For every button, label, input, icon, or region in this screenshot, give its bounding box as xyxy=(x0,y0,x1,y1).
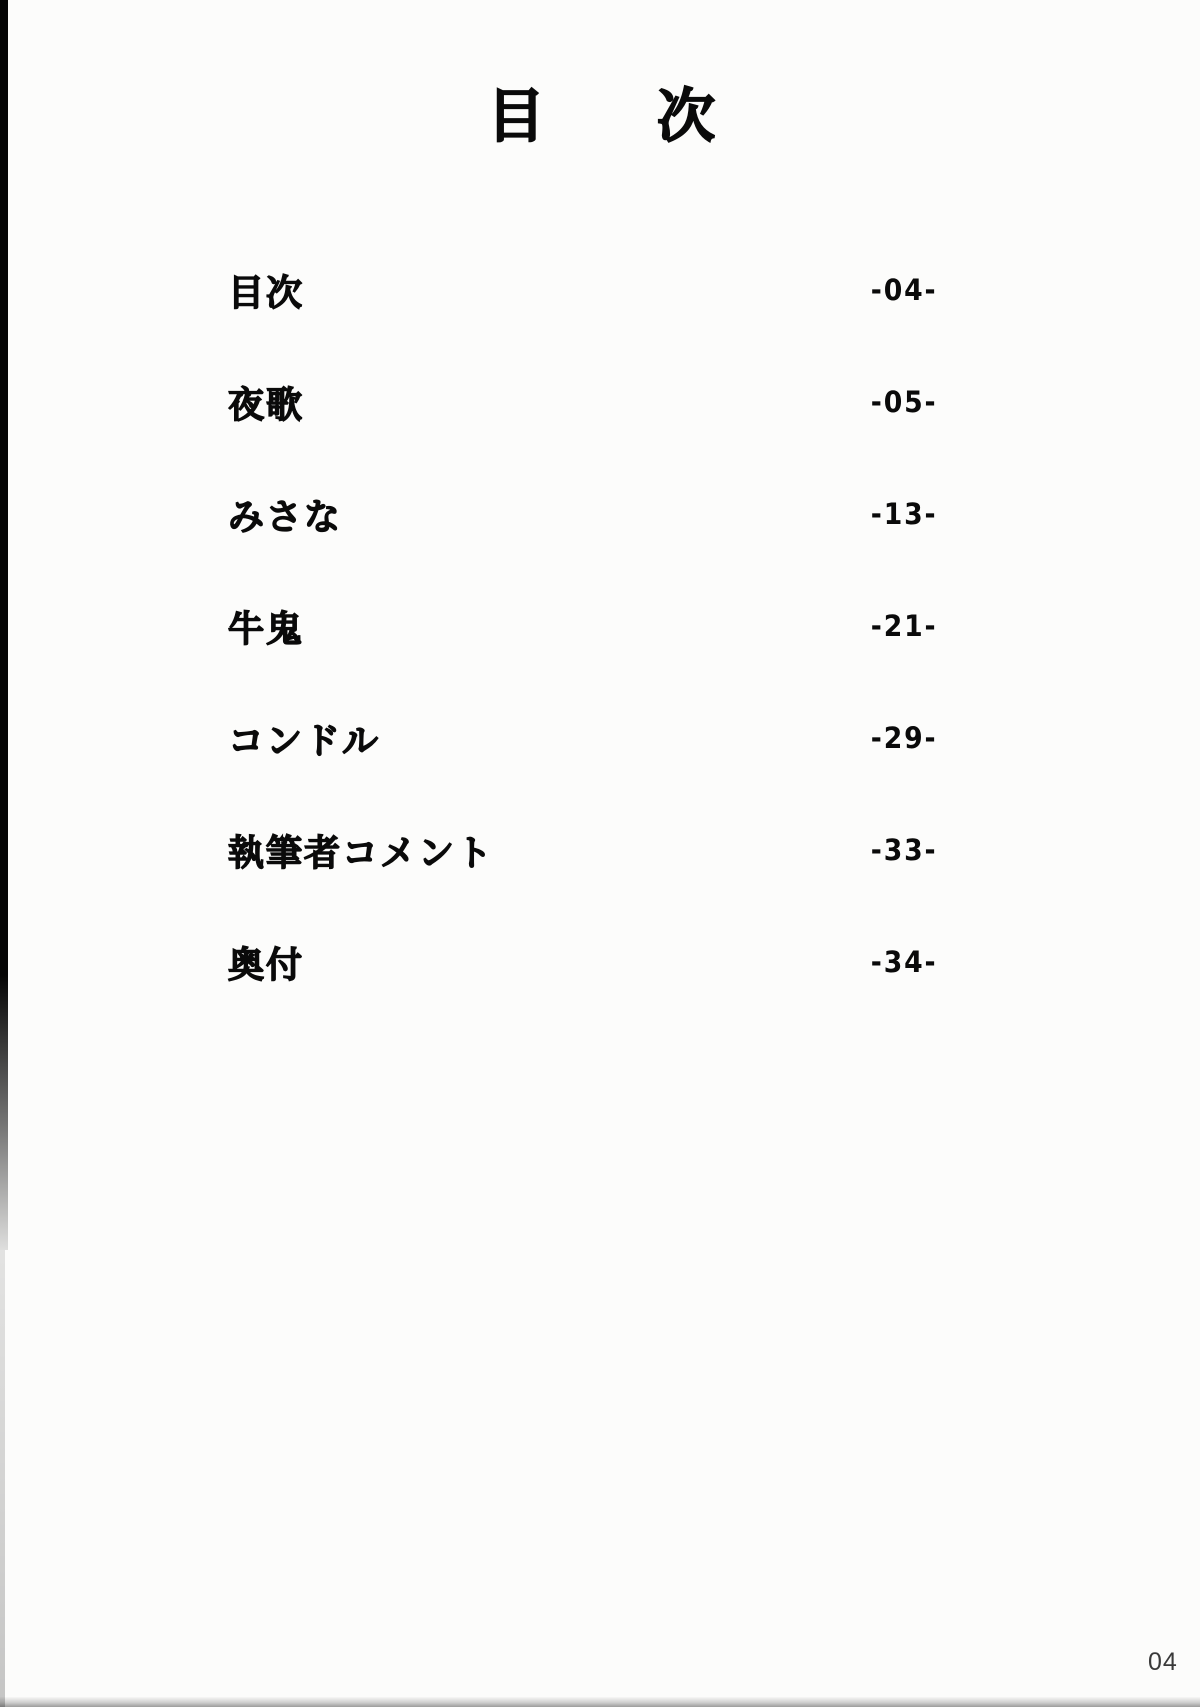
toc-entry-label: コンドル xyxy=(228,719,381,761)
toc-entry-page: -29- xyxy=(870,721,937,755)
toc-row xyxy=(228,682,937,794)
toc-entry-page: -04- xyxy=(870,273,937,307)
folio-page-number: 04 xyxy=(1148,1648,1178,1676)
toc-entry-page: -13- xyxy=(870,497,937,531)
toc-row xyxy=(228,234,937,346)
toc-row xyxy=(228,906,937,1018)
toc-entry-label: 奥付 xyxy=(228,943,305,985)
scan-left-edge-faint xyxy=(0,1250,5,1707)
toc-entry-page: -21- xyxy=(870,609,937,643)
toc-entry-page: -05- xyxy=(870,385,937,419)
toc-row xyxy=(228,346,937,458)
table-of-contents xyxy=(228,234,937,1018)
page-title: 目次 xyxy=(487,84,828,149)
scan-bottom-edge xyxy=(0,1697,1200,1707)
toc-row xyxy=(228,794,937,906)
toc-entry-label: みさな xyxy=(228,495,343,537)
toc-row xyxy=(228,458,937,570)
scan-left-edge xyxy=(0,0,8,1250)
toc-entry-page: -33- xyxy=(870,833,937,867)
toc-row xyxy=(228,570,937,682)
toc-entry-page: -34- xyxy=(870,945,937,979)
toc-entry-label: 執筆者コメント xyxy=(228,831,495,873)
toc-entry-label: 夜歌 xyxy=(228,383,305,425)
toc-entry-label: 牛鬼 xyxy=(228,607,305,649)
toc-entry-label: 目次 xyxy=(228,271,305,313)
